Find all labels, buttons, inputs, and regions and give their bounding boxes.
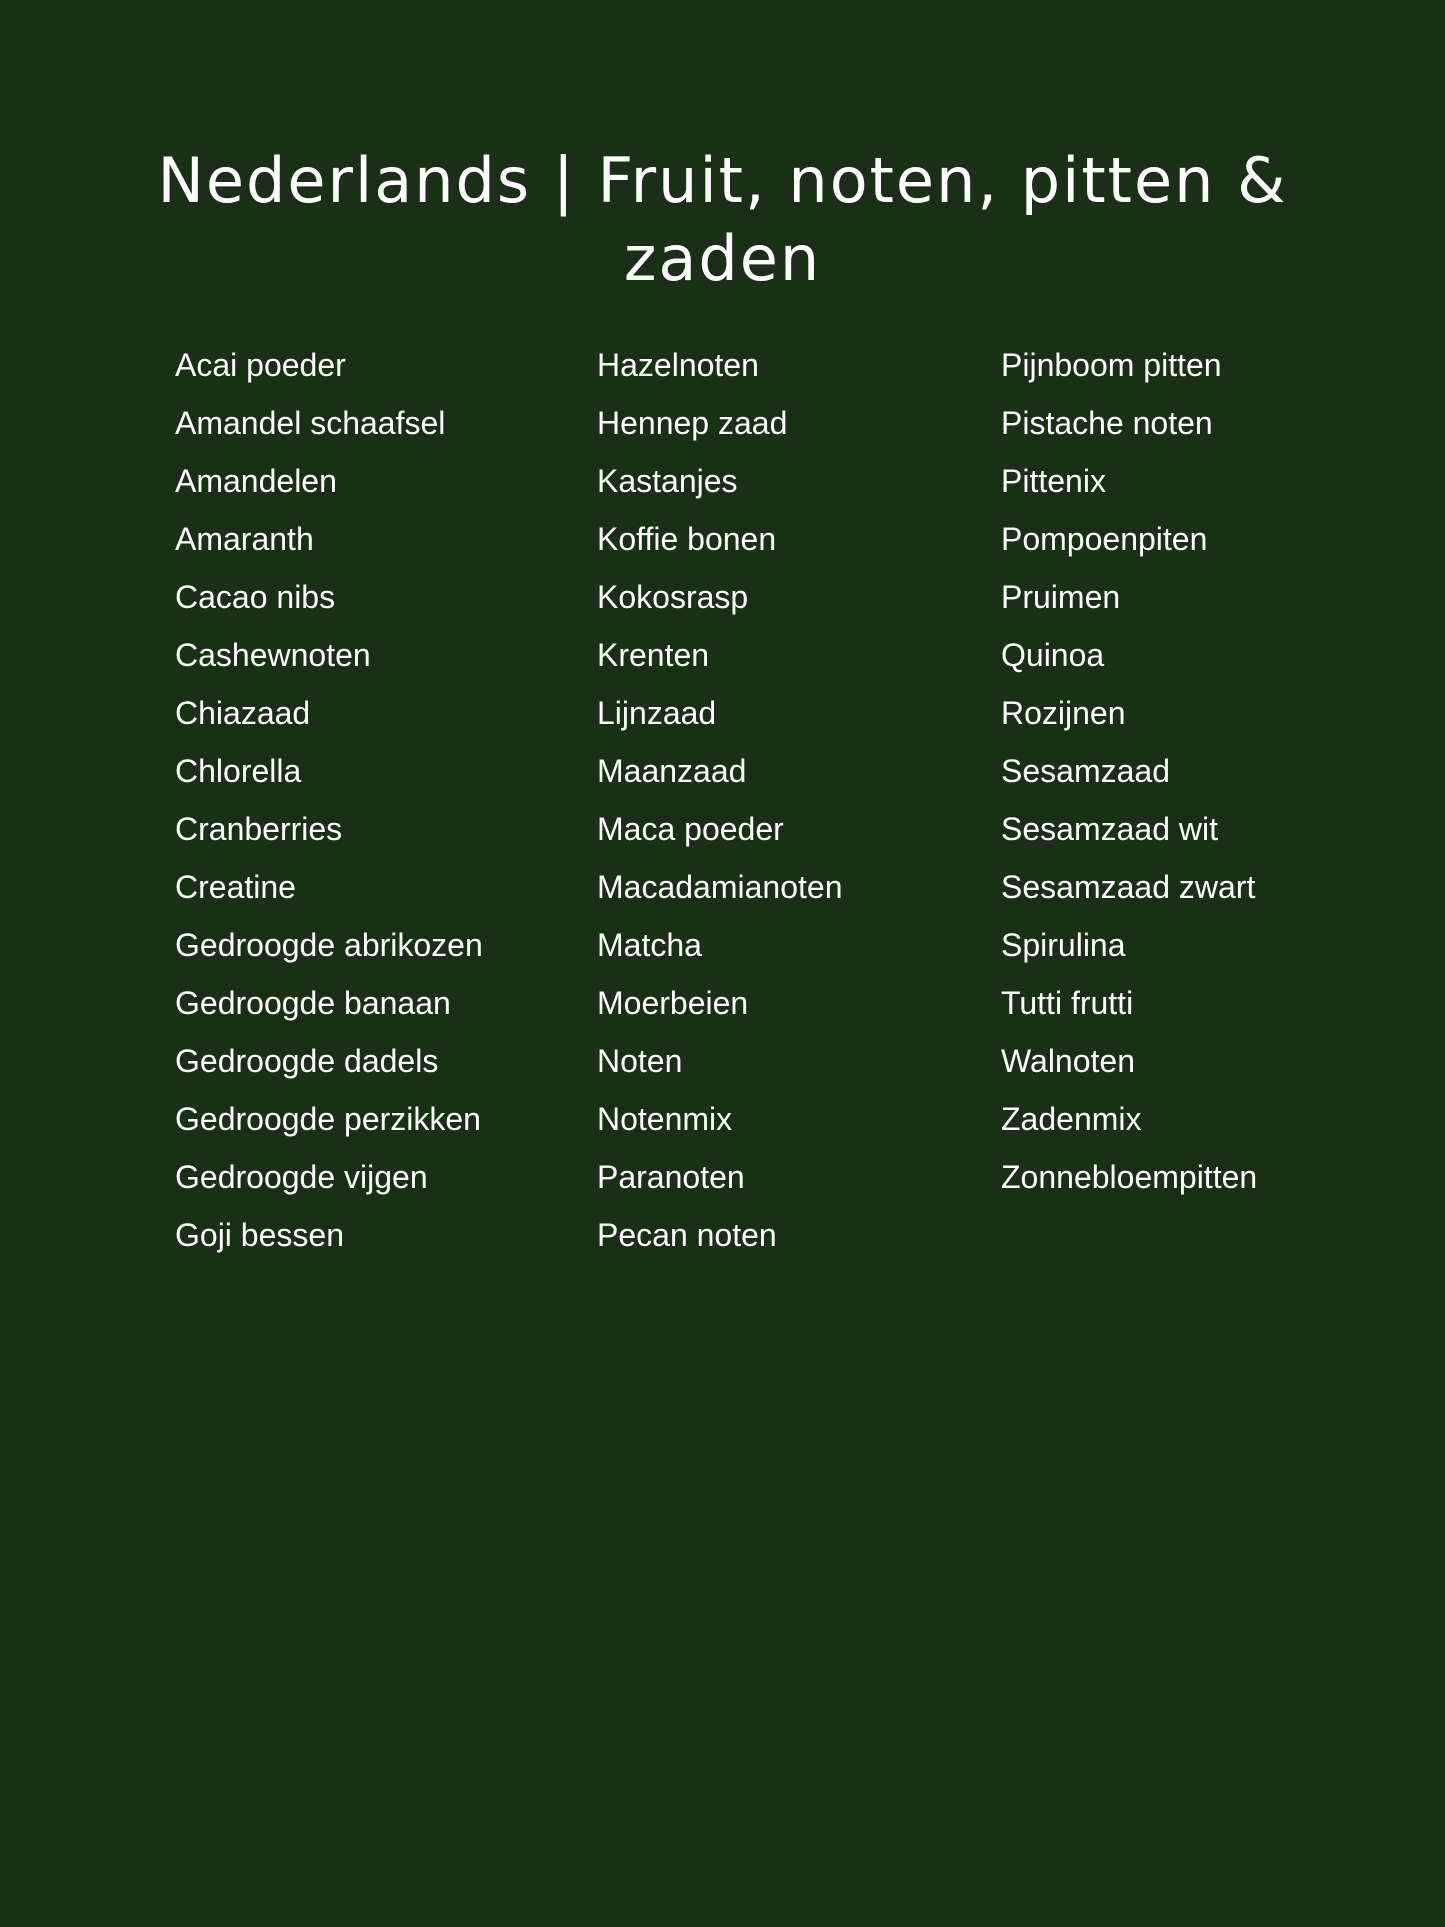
list-item: Amandel schaafsel: [175, 405, 446, 441]
list-item: Gedroogde vijgen: [175, 1159, 428, 1195]
page-title: [0, 142, 1445, 298]
page-title-line-1: Nederlands | Fruit, noten, pitten &: [157, 144, 1288, 217]
list-item: Zadenmix: [1001, 1101, 1142, 1137]
list-item: Cacao nibs: [175, 579, 336, 615]
list-column-1: [175, 336, 483, 1264]
list-item: Cranberries: [175, 811, 343, 847]
list-item: Lijnzaad: [597, 695, 717, 731]
list-item: Kokosrasp: [597, 579, 749, 615]
list-item: Gedroogde perzikken: [175, 1101, 481, 1137]
list-item: Maca poeder: [597, 811, 784, 847]
list-item: Amandelen: [175, 463, 337, 499]
list-item: Pruimen: [1001, 579, 1121, 615]
list-item: Gedroogde dadels: [175, 1043, 439, 1079]
list-item: Notenmix: [597, 1101, 733, 1137]
list-item: Cashewnoten: [175, 637, 371, 673]
list-item: Koffie bonen: [597, 521, 777, 557]
list-item: Sesamzaad wit: [1001, 811, 1218, 847]
list-item: Creatine: [175, 869, 296, 905]
list-column-3: [1001, 336, 1257, 1206]
list-item: Krenten: [597, 637, 710, 673]
list-item: Spirulina: [1001, 927, 1126, 963]
list-column-2: [597, 336, 842, 1264]
list-item: Moerbeien: [597, 985, 749, 1021]
list-item: Acai poeder: [175, 347, 346, 383]
list-item: Noten: [597, 1043, 683, 1079]
list-item: Quinoa: [1001, 637, 1105, 673]
page-title-line-2: zaden: [623, 222, 822, 295]
list-item: Goji bessen: [175, 1217, 344, 1253]
list-item: Tutti frutti: [1001, 985, 1134, 1021]
list-item: Paranoten: [597, 1159, 745, 1195]
list-item: Walnoten: [1001, 1043, 1135, 1079]
list-item: Gedroogde banaan: [175, 985, 451, 1021]
list-item: Pistache noten: [1001, 405, 1213, 441]
list-item: Hazelnoten: [597, 347, 759, 383]
list-item: Pijnboom pitten: [1001, 347, 1222, 383]
list-item: Pittenix: [1001, 463, 1106, 499]
list-item: Pecan noten: [597, 1217, 777, 1253]
list-item: Hennep zaad: [597, 405, 788, 441]
list-item: Zonnebloempitten: [1001, 1159, 1258, 1195]
list-item: Amaranth: [175, 521, 314, 557]
list-item: Matcha: [597, 927, 702, 963]
list-item: Kastanjes: [597, 463, 738, 499]
list-item: Sesamzaad zwart: [1001, 869, 1256, 905]
list-item: Sesamzaad: [1001, 753, 1170, 789]
list-item: Chlorella: [175, 753, 302, 789]
list-item: Macadamianoten: [597, 869, 843, 905]
list-item: Pompoenpiten: [1001, 521, 1208, 557]
list-item: Gedroogde abrikozen: [175, 927, 483, 963]
list-item: Chiazaad: [175, 695, 311, 731]
list-item: Rozijnen: [1001, 695, 1126, 731]
list-item: Maanzaad: [597, 753, 747, 789]
